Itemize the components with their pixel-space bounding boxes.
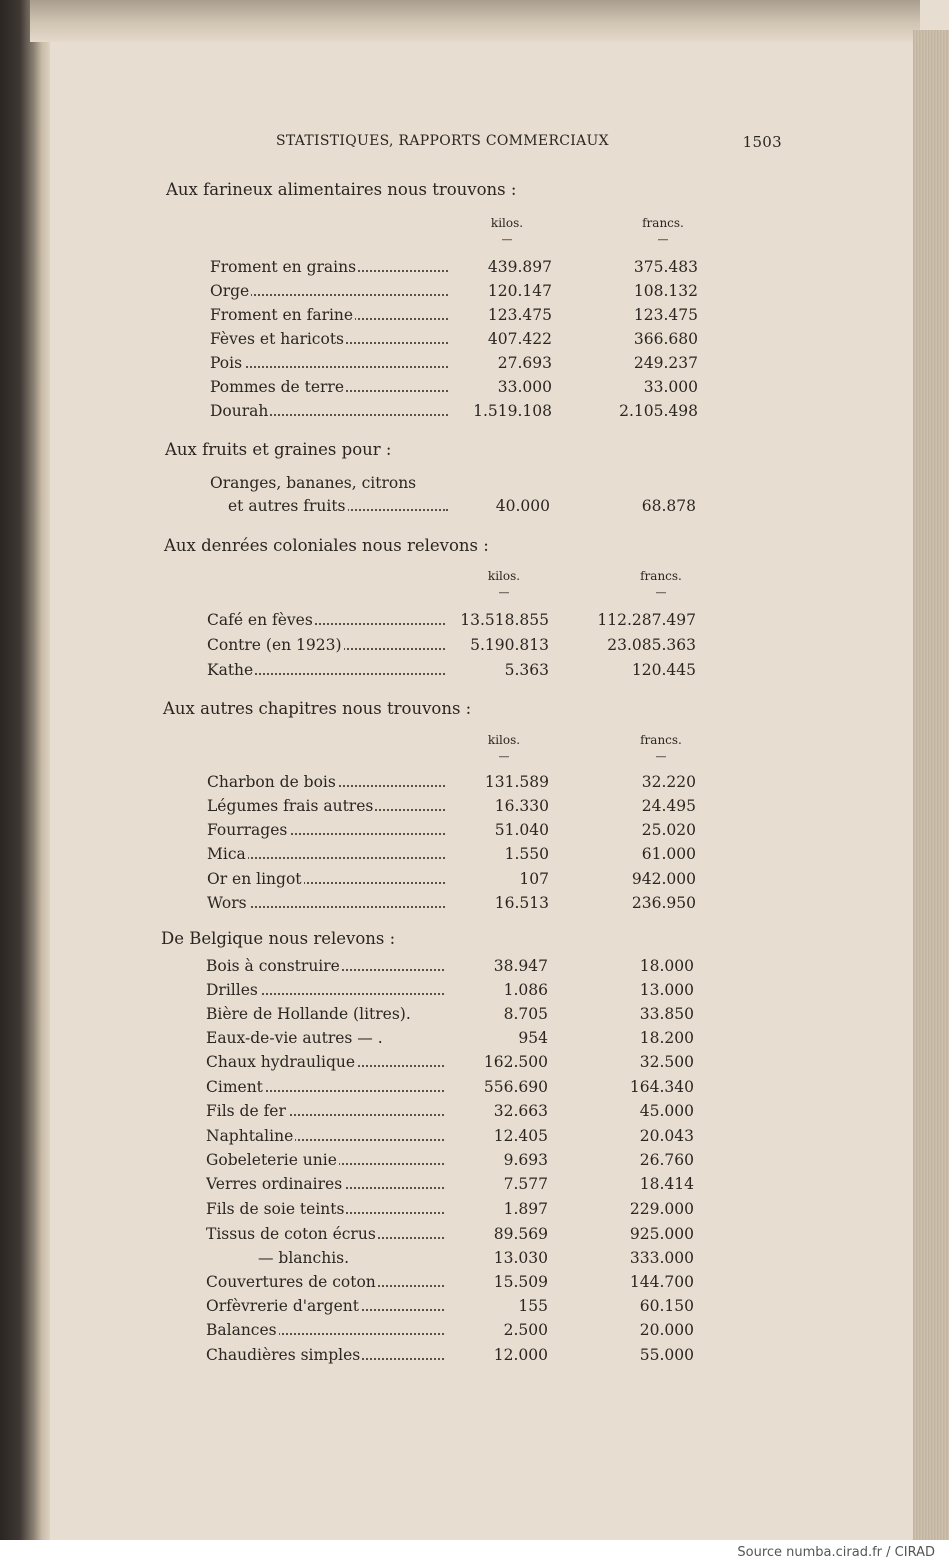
row-label-text: Orge [210,282,250,300]
row-label [206,1127,444,1145]
page-edges [913,30,949,1540]
francs-value: 942.000 [631,870,696,888]
francs-value: 375.483 [633,258,698,276]
francs-value: 60.150 [639,1297,694,1315]
francs-value: 112.287.497 [597,611,696,629]
francs-value: 26.760 [639,1151,694,1169]
column-header-francs [616,733,706,761]
francs-value: 24.495 [641,797,696,815]
table-row [206,981,694,1003]
row-label [210,330,448,348]
row-label-text: Fourrages [207,821,288,839]
table-row [206,1321,694,1343]
row-label-text: Chaux hydraulique [206,1053,356,1071]
francs-value: 32.500 [639,1053,694,1071]
row-label [206,1346,444,1364]
kilos-value: 12.405 [493,1127,548,1145]
column-header-francs-label: francs. [640,569,682,583]
row-label-text: Wors [207,894,247,912]
table-row [206,1151,694,1173]
table-row [210,402,698,424]
row-label [206,1005,444,1023]
table-row [206,1005,694,1027]
table-row [207,636,696,658]
source-credit: Source numba.cirad.fr / CIRAD [737,1545,935,1560]
kilos-value: 32.663 [493,1102,548,1120]
row-label [207,611,445,629]
row-label-text: Froment en farine [210,306,354,324]
row-label-text: Légumes frais autres [207,797,374,815]
row-label-text: Chaudières simples [206,1346,361,1364]
row-label [207,845,445,863]
kilos-value: 89.569 [493,1225,548,1243]
row-label [210,402,448,420]
row-label-text: Orfèvrerie d'argent [206,1297,359,1315]
row-label [206,1029,444,1047]
table-row [207,870,696,892]
row-label [207,821,445,839]
francs-value: 13.000 [639,981,694,999]
column-rule: — [501,233,513,246]
table-row [210,306,698,328]
row-label [210,354,448,372]
section-title: Aux farineux alimentaires nous trouvons : [166,180,517,199]
francs-value: 61.000 [641,845,696,863]
running-title: STATISTIQUES, RAPPORTS COMMERCIAUX [276,133,609,149]
kilos-value: 7.577 [503,1175,548,1193]
kilos-value: 954 [518,1029,548,1047]
kilos-value: 120.147 [487,282,552,300]
kilos-value: 131.589 [484,773,549,791]
table-row [207,773,696,795]
row-label [206,1078,444,1096]
francs-value: 229.000 [629,1200,694,1218]
francs-value: 925.000 [629,1225,694,1243]
row-label-text: Drilles [206,981,258,999]
francs-value: 20.043 [639,1127,694,1145]
kilos-value: 5.363 [504,661,549,679]
column-header-francs [616,569,706,597]
kilos-value: 51.040 [494,821,549,839]
row-label-text: Fils de fer [206,1102,286,1120]
row-label [206,981,444,999]
table-row [210,330,698,352]
row-label [206,1175,444,1193]
kilos-value: 1.550 [504,845,549,863]
column-rule: — [498,586,510,599]
kilos-value: 8.705 [503,1005,548,1023]
francs-value: 55.000 [639,1346,694,1364]
dot-leader [210,366,448,368]
table-row [207,661,696,683]
kilos-value: 1.519.108 [473,402,552,420]
page-number: 1503 [742,133,782,151]
kilos-value: 13.518.855 [460,611,549,629]
row-label [210,474,448,492]
francs-value: 33.000 [643,378,698,396]
row-label-text: Naphtaline [206,1127,294,1145]
table-row [206,1078,694,1100]
francs-value: 18.200 [639,1029,694,1047]
table-row [207,821,696,843]
row-label [206,1321,444,1339]
column-header-francs-label: francs. [640,733,682,747]
francs-value: 45.000 [639,1102,694,1120]
kilos-value: 40.000 [495,497,550,515]
row-label [206,1225,444,1243]
francs-value: 23.085.363 [607,636,696,654]
table-row [207,611,696,633]
kilos-value: 556.690 [483,1078,548,1096]
table-row [206,1102,694,1124]
row-label-text: Charbon de bois [207,773,336,791]
column-rule: — [655,586,667,599]
row-label-text: Verres ordinaires [206,1175,343,1193]
francs-value: 108.132 [633,282,698,300]
row-label [258,1249,444,1267]
row-label-text: Tissus de coton écrus [206,1225,376,1243]
kilos-value: 439.897 [487,258,552,276]
kilos-value: 107 [519,870,549,888]
table-row [206,1175,694,1197]
row-label-text: Contre (en 1923) [207,636,342,654]
row-label-text: Fils de soie teints [206,1200,345,1218]
kilos-value: 5.190.813 [470,636,549,654]
column-header-kilos [459,569,549,597]
row-label [207,894,445,912]
column-header-kilos-label: kilos. [487,733,521,747]
row-label [207,773,445,791]
table-row [210,354,698,376]
kilos-value: 33.000 [497,378,552,396]
kilos-value: 1.897 [503,1200,548,1218]
francs-value: 2.105.498 [619,402,698,420]
row-label-text: — blanchis. [258,1249,350,1267]
francs-value: 18.414 [639,1175,694,1193]
row-label [207,661,445,679]
row-label [210,306,448,324]
row-label-text: Froment en grains [210,258,357,276]
table-row [210,258,698,280]
page-top-edge [30,0,920,42]
row-label-text: Or en lingot [207,870,302,888]
kilos-value: 123.475 [487,306,552,324]
kilos-value: 2.500 [503,1321,548,1339]
francs-value: 20.000 [639,1321,694,1339]
kilos-value: 13.030 [493,1249,548,1267]
table-row [206,1053,694,1075]
section-title: De Belgique nous relevons : [161,929,396,948]
table-row [206,1273,694,1295]
column-header-francs [618,216,708,244]
table-row [206,1200,694,1222]
running-header [276,133,782,153]
row-label-text: Balances [206,1321,277,1339]
row-label-text: et autres fruits [228,497,346,515]
table-row [207,797,696,819]
francs-value: 25.020 [641,821,696,839]
column-header-kilos-label: kilos. [490,216,524,230]
row-label-text: Oranges, bananes, citrons [210,474,417,492]
section-title: Aux autres chapitres nous trouvons : [163,699,472,718]
row-label [207,797,445,815]
francs-value: 366.680 [633,330,698,348]
row-label-text: Gobeleterie unie [206,1151,337,1169]
francs-value: 123.475 [633,306,698,324]
francs-value: 236.950 [631,894,696,912]
table-row [206,1346,694,1368]
kilos-value: 27.693 [497,354,552,372]
kilos-value: 16.513 [494,894,549,912]
kilos-value: 15.509 [493,1273,548,1291]
row-label [206,1102,444,1120]
kilos-value: 407.422 [487,330,552,348]
column-rule: — [655,750,667,763]
francs-value: 120.445 [631,661,696,679]
row-label [207,636,445,654]
column-rule: — [498,750,510,763]
kilos-value: 1.086 [503,981,548,999]
kilos-value: 162.500 [483,1053,548,1071]
row-label [206,1151,444,1169]
table-row [207,845,696,867]
row-label-text: Pois [210,354,243,372]
kilos-value: 38.947 [493,957,548,975]
francs-value: 249.237 [633,354,698,372]
kilos-value: 9.693 [503,1151,548,1169]
row-label-text: Couvertures de coton [206,1273,376,1291]
column-rule: — [657,233,669,246]
table-row [207,894,696,916]
francs-value: 333.000 [629,1249,694,1267]
row-label-text: Bière de Hollande (litres). [206,1005,411,1023]
row-label [207,870,445,888]
francs-value: 144.700 [629,1273,694,1291]
table-row [258,1249,694,1271]
row-label-text: Ciment [206,1078,263,1096]
kilos-value: 12.000 [493,1346,548,1364]
column-header-kilos [462,216,552,244]
table-row [228,497,696,519]
table-row [206,957,694,979]
kilos-value: 155 [518,1297,548,1315]
row-label-text: Pommes de terre [210,378,344,396]
table-row [206,1127,694,1149]
column-header-francs-label: francs. [642,216,684,230]
row-label [228,497,448,515]
row-label [210,378,448,396]
row-label [206,1053,444,1071]
column-header-kilos [459,733,549,761]
row-label [206,1273,444,1291]
francs-value: 18.000 [639,957,694,975]
book-binding-shadow [0,0,50,1540]
kilos-value: 16.330 [494,797,549,815]
row-label-text: Eaux-de-vie autres — . [206,1029,383,1047]
row-label [210,282,448,300]
row-label [210,258,448,276]
column-header-kilos-label: kilos. [487,569,521,583]
row-label-text: Mica [207,845,246,863]
francs-value: 164.340 [629,1078,694,1096]
section-title: Aux denrées coloniales nous relevons : [164,536,489,555]
table-row [210,282,698,304]
francs-value: 33.850 [639,1005,694,1023]
francs-value: 32.220 [641,773,696,791]
table-row [210,474,696,496]
row-label-text: Dourah [210,402,269,420]
table-row [206,1297,694,1319]
table-row [210,378,698,400]
row-label [206,1297,444,1315]
row-label [206,957,444,975]
row-label-text: Fèves et haricots [210,330,345,348]
section-title: Aux fruits et graines pour : [165,440,392,459]
row-label [206,1200,444,1218]
table-row [206,1225,694,1247]
row-label-text: Kathe [207,661,254,679]
row-label-text: Bois à construire [206,957,340,975]
francs-value: 68.878 [641,497,696,515]
table-row [206,1029,694,1051]
row-label-text: Café en fèves [207,611,313,629]
